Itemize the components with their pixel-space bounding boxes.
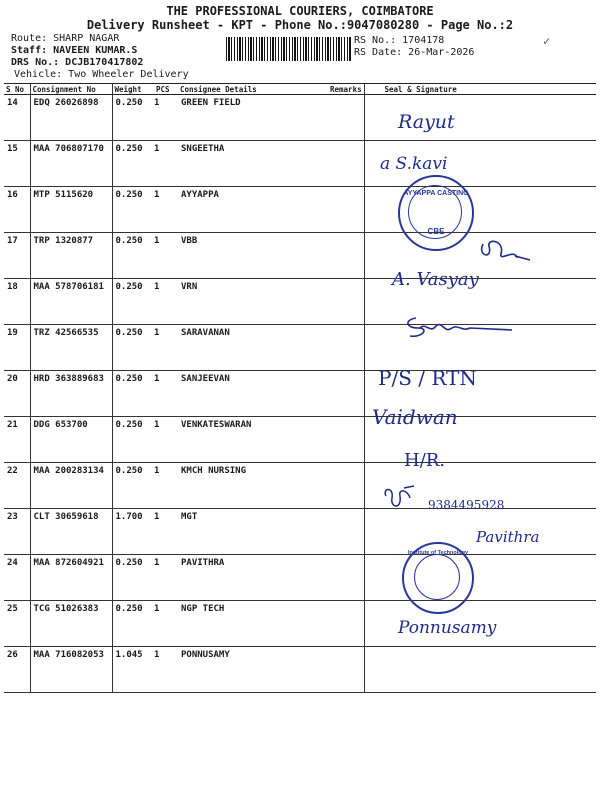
- table-row: [4, 463, 596, 509]
- row-weight: 0.250: [112, 95, 154, 141]
- row-consignee: SANJEEVAN: [178, 371, 328, 417]
- table-row: [4, 141, 596, 187]
- row-pcs: 1: [154, 95, 178, 141]
- row-sno: 25: [4, 601, 30, 647]
- ngp-tech-stamp: [402, 542, 474, 614]
- row-consignee: VBB: [178, 233, 328, 279]
- signature-15: a S.kavi: [380, 154, 448, 174]
- row-sno: 26: [4, 647, 30, 693]
- row-pcs: 1: [154, 371, 178, 417]
- remark-hr: H/R.: [404, 450, 446, 471]
- row-consignment: HRD 363889683: [30, 371, 112, 417]
- col-consignment: Consignment No: [30, 84, 112, 95]
- signature-24: Pavithra: [476, 528, 540, 546]
- row-weight: 0.250: [112, 233, 154, 279]
- corner-mark: ✓: [543, 34, 551, 48]
- col-remarks: Remarks: [328, 84, 364, 95]
- signature-17: [475, 236, 535, 266]
- row-consignee: PAVITHRA: [178, 555, 328, 601]
- row-consignee: MGT: [178, 509, 328, 555]
- row-remarks: [328, 555, 364, 601]
- row-remarks: [328, 187, 364, 233]
- row-pcs: 1: [154, 325, 178, 371]
- col-signature: Seal & Signature: [364, 84, 596, 95]
- staff-label: Staff: NAVEEN KUMAR.S: [11, 45, 138, 56]
- row-weight: 1.045: [112, 647, 154, 693]
- remark-rtn: P/S / RTN: [378, 366, 477, 390]
- row-consignment: MAA 872604921: [30, 555, 112, 601]
- rs-date: RS Date: 26-Mar-2026: [354, 47, 475, 58]
- table-row: [4, 647, 596, 693]
- stamp-cbe-text: CBE: [427, 227, 445, 236]
- runsheet-table: [4, 83, 596, 693]
- col-weight: Weight: [112, 84, 154, 95]
- row-consignee: NGP TECH: [178, 601, 328, 647]
- row-pcs: 1: [154, 233, 178, 279]
- row-sno: 22: [4, 463, 30, 509]
- row-consignment: DDG 653700: [30, 417, 112, 463]
- row-pcs: 1: [154, 187, 178, 233]
- signature-14: Rayut: [398, 111, 455, 133]
- row-consignee: SARAVANAN: [178, 325, 328, 371]
- row-weight: 0.250: [112, 417, 154, 463]
- stamp-ngp-text: Institute of Technology: [407, 550, 469, 556]
- barcode: [226, 37, 351, 61]
- row-consignment: TRZ 42566535: [30, 325, 112, 371]
- table-row: [4, 371, 596, 417]
- row-remarks: [328, 463, 364, 509]
- row-remarks: [328, 233, 364, 279]
- signature-22: Vaidwan: [372, 405, 458, 429]
- row-remarks: [328, 95, 364, 141]
- tamil-signature-icon: [380, 484, 420, 516]
- col-pcs: PCS: [154, 84, 178, 95]
- rs-number: RS No.: 1704178: [354, 35, 445, 46]
- row-pcs: 1: [154, 601, 178, 647]
- row-remarks: [328, 325, 364, 371]
- signature-18: A. Vasyay: [392, 269, 479, 290]
- table-row: [4, 555, 596, 601]
- row-remarks: [328, 417, 364, 463]
- table-row: [4, 95, 596, 141]
- row-consignment: MTP 5115620: [30, 187, 112, 233]
- row-weight: 0.250: [112, 187, 154, 233]
- row-sno: 14: [4, 95, 30, 141]
- stamp-ayyappa-text: AYYAPPA CASTING: [403, 190, 469, 197]
- col-consignee: Consignee Details: [178, 84, 328, 95]
- row-weight: 0.250: [112, 601, 154, 647]
- row-remarks: [328, 601, 364, 647]
- row-weight: 0.250: [112, 555, 154, 601]
- row-consignee: VRN: [178, 279, 328, 325]
- row-sno: 19: [4, 325, 30, 371]
- row-consignee: KMCH NURSING: [178, 463, 328, 509]
- row-consignment: MAA 200283134: [30, 463, 112, 509]
- row-consignment: MAA 716082053: [30, 647, 112, 693]
- row-remarks: [328, 509, 364, 555]
- row-remarks: [328, 141, 364, 187]
- row-sno: 15: [4, 141, 30, 187]
- table-row: [4, 187, 596, 233]
- row-pcs: 1: [154, 647, 178, 693]
- signature-26: Ponnusamy: [398, 618, 497, 638]
- row-pcs: 1: [154, 509, 178, 555]
- row-remarks: [328, 279, 364, 325]
- row-consignee: GREEN FIELD: [178, 95, 328, 141]
- row-weight: 0.250: [112, 325, 154, 371]
- row-remarks: [328, 647, 364, 693]
- ayyappa-casting-stamp: [398, 175, 474, 251]
- row-pcs: 1: [154, 463, 178, 509]
- row-sno: 18: [4, 279, 30, 325]
- row-weight: 0.250: [112, 463, 154, 509]
- row-weight: 1.700: [112, 509, 154, 555]
- signature-19: [402, 314, 522, 344]
- row-sno: 24: [4, 555, 30, 601]
- route-label: Route: SHARP NAGAR: [11, 33, 120, 44]
- row-consignment: TCG 51026383: [30, 601, 112, 647]
- row-pcs: 1: [154, 279, 178, 325]
- runsheet-title: Delivery Runsheet - KPT - Phone No.:9047080280 - Page No.:2: [86, 18, 514, 32]
- row-pcs: 1: [154, 555, 178, 601]
- row-signature: [364, 647, 596, 693]
- phone-note: 9384495928: [428, 498, 505, 512]
- row-consignment: MAA 706807170: [30, 141, 112, 187]
- row-weight: 0.250: [112, 279, 154, 325]
- row-weight: 0.250: [112, 141, 154, 187]
- row-sno: 20: [4, 371, 30, 417]
- row-consignment: TRP 1320877: [30, 233, 112, 279]
- col-sno: S No: [4, 84, 30, 95]
- table-header: [4, 84, 596, 95]
- table-row: [4, 417, 596, 463]
- row-consignee: SNGEETHA: [178, 141, 328, 187]
- row-signature: [364, 555, 596, 601]
- row-sno: 16: [4, 187, 30, 233]
- row-sno: 17: [4, 233, 30, 279]
- row-consignment: MAA 578706181: [30, 279, 112, 325]
- row-consignee: VENKATESWARAN: [178, 417, 328, 463]
- table-row: [4, 601, 596, 647]
- row-sno: 21: [4, 417, 30, 463]
- row-weight: 0.250: [112, 371, 154, 417]
- row-consignment: EDQ 26026898: [30, 95, 112, 141]
- row-consignee: PONNUSAMY: [178, 647, 328, 693]
- row-remarks: [328, 371, 364, 417]
- drs-label: DRS No.: DCJB170417802: [11, 57, 144, 68]
- row-consignee: AYYAPPA: [178, 187, 328, 233]
- row-consignment: CLT 30659618: [30, 509, 112, 555]
- row-sno: 23: [4, 509, 30, 555]
- row-pcs: 1: [154, 141, 178, 187]
- company-title: THE PROFESSIONAL COURIERS, COIMBATORE: [166, 4, 434, 18]
- row-pcs: 1: [154, 417, 178, 463]
- vehicle-label: Vehicle: Two Wheeler Delivery: [14, 69, 189, 80]
